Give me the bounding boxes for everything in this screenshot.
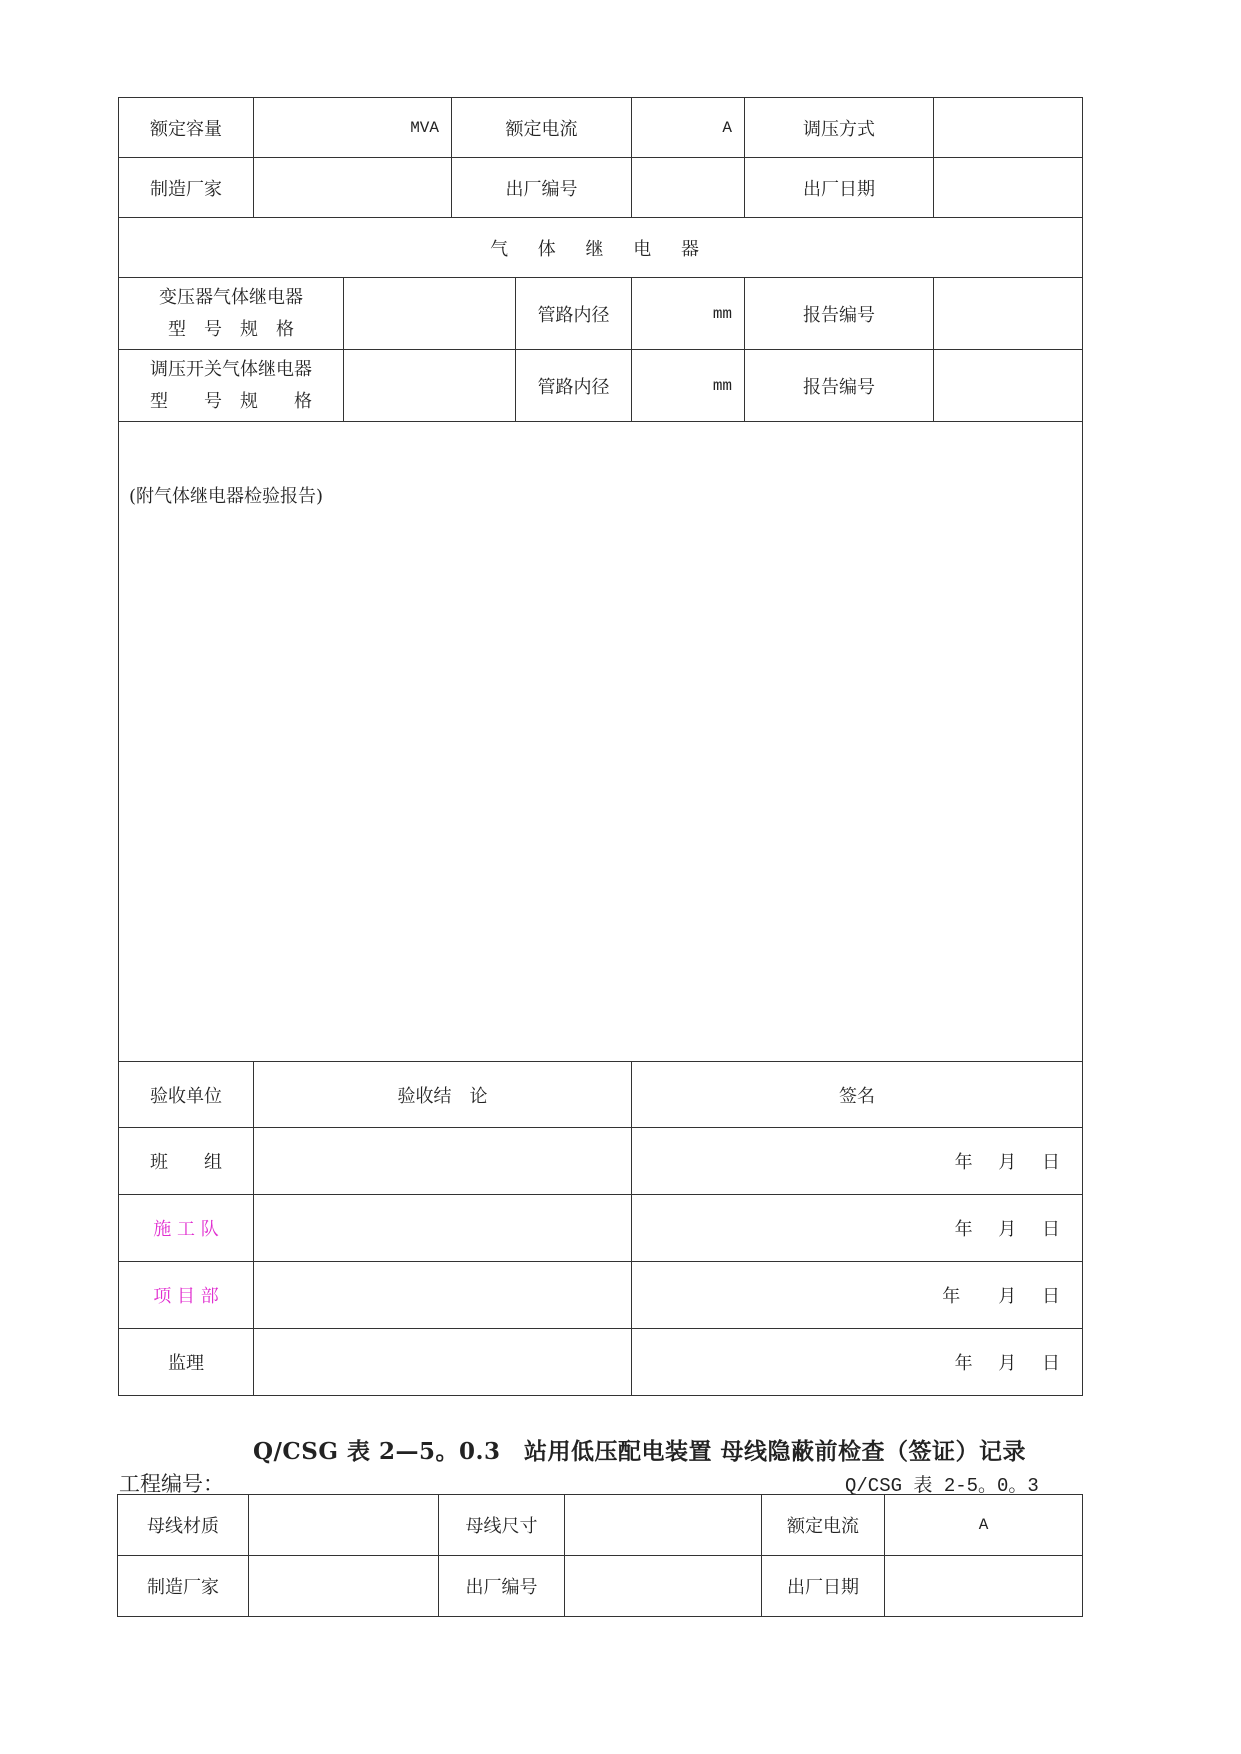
- date-field[interactable]: [934, 158, 1083, 218]
- busbar-size-field[interactable]: [565, 1495, 762, 1556]
- acceptance-conclusion-header: 验收结 论: [254, 1062, 632, 1128]
- tap-changer-relay-line2: 型 号 规 格: [150, 390, 312, 412]
- serial-label: 出厂编号: [452, 158, 632, 218]
- regulation-label: 调压方式: [745, 98, 934, 158]
- date-label: 出厂日期: [745, 158, 934, 218]
- acceptance-unit-construction: 施 工 队: [119, 1195, 254, 1262]
- tap-changer-relay-model-field[interactable]: [344, 350, 516, 422]
- pipe-diameter-label: 管路内径: [516, 278, 632, 350]
- report-number-field[interactable]: [934, 278, 1083, 350]
- signature-date-team[interactable]: 年 月 日: [632, 1128, 1083, 1195]
- signature-date-project[interactable]: 年 月 日: [632, 1262, 1083, 1329]
- serial-field[interactable]: [632, 158, 745, 218]
- rated-capacity-label: 额定容量: [119, 98, 254, 158]
- regulation-field[interactable]: [934, 98, 1083, 158]
- conclusion-field-project[interactable]: [254, 1262, 632, 1329]
- section-title: 气 体 继 电 器: [119, 218, 1083, 278]
- tap-changer-report-label: 报告编号: [745, 350, 934, 422]
- conclusion-field-construction[interactable]: [254, 1195, 632, 1262]
- signature-date-supervision[interactable]: 年 月 日: [632, 1329, 1083, 1396]
- busbar-manufacturer-field[interactable]: [249, 1556, 439, 1617]
- conclusion-field-supervision[interactable]: [254, 1329, 632, 1396]
- relay-model-line2: 型 号 规 格: [168, 318, 294, 340]
- acceptance-unit-header: 验收单位: [119, 1062, 254, 1128]
- tap-changer-pipe-label: 管路内径: [516, 350, 632, 422]
- busbar-manufacturer-label: 制造厂家: [118, 1556, 249, 1617]
- attachment-note: (附气体继电器检验报告): [129, 486, 324, 507]
- report-number-label: 报告编号: [745, 278, 934, 350]
- busbar-material-field[interactable]: [249, 1495, 439, 1556]
- tap-changer-relay-line1: 调压开关气体继电器: [150, 358, 312, 380]
- relay-model-field[interactable]: [344, 278, 516, 350]
- next-form-title: Q/CSG 表 2—5。0.3 站用低压配电装置 母线隐蔽前检查（签证）记录: [253, 1438, 1027, 1465]
- tap-changer-pipe-field[interactable]: mm: [632, 350, 745, 422]
- rated-current-label: 额定电流: [452, 98, 632, 158]
- busbar-serial-label: 出厂编号: [439, 1556, 565, 1617]
- acceptance-unit-project: 项 目 部: [119, 1262, 254, 1329]
- busbar-record-table: [117, 1494, 1083, 1617]
- busbar-date-label: 出厂日期: [762, 1556, 885, 1617]
- tap-changer-relay-model-label: [119, 350, 344, 422]
- busbar-rated-current-label: 额定电流: [762, 1495, 885, 1556]
- acceptance-unit-team: 班 组: [119, 1128, 254, 1195]
- rated-current-field[interactable]: A: [632, 98, 745, 158]
- form-code: Q/CSG 表 2-5。0。3: [845, 1475, 1039, 1497]
- busbar-material-label: 母线材质: [118, 1495, 249, 1556]
- rated-capacity-field[interactable]: MVA: [254, 98, 452, 158]
- busbar-date-field[interactable]: [885, 1556, 1083, 1617]
- pipe-diameter-field[interactable]: mm: [632, 278, 745, 350]
- acceptance-unit-supervision: 监理: [119, 1329, 254, 1396]
- attachment-area[interactable]: [119, 422, 1083, 1062]
- signature-date-construction[interactable]: 年 月 日: [632, 1195, 1083, 1262]
- tap-changer-report-field[interactable]: [934, 350, 1083, 422]
- conclusion-field-team[interactable]: [254, 1128, 632, 1195]
- busbar-rated-current-field[interactable]: A: [885, 1495, 1083, 1556]
- relay-model-line1: 变压器气体继电器: [159, 286, 303, 308]
- manufacturer-field[interactable]: [254, 158, 452, 218]
- project-number-label: 工程编号：: [119, 1472, 224, 1496]
- gas-relay-record-table: [118, 97, 1083, 1396]
- busbar-serial-field[interactable]: [565, 1556, 762, 1617]
- busbar-size-label: 母线尺寸: [439, 1495, 565, 1556]
- manufacturer-label: 制造厂家: [119, 158, 254, 218]
- signature-header: 签名: [632, 1062, 1083, 1128]
- relay-model-label: [119, 278, 344, 350]
